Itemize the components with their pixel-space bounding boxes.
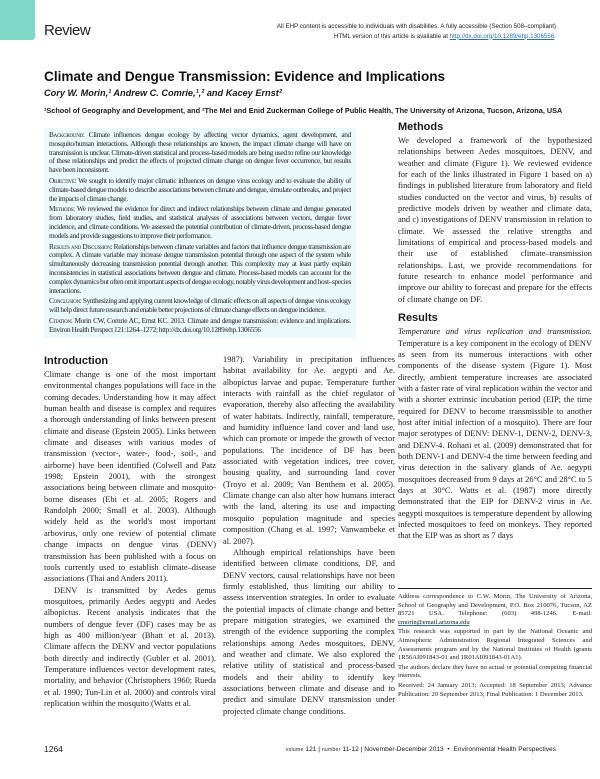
abstract-methods: Methods: We reviewed the evidence for direct and indirect relationships between climate and dengue generated from laboratory studies, field studies, and statistical analyses of associations between vectors, dengue fever incidence, and climate conditions. We assessed the potential contribution of climate-driven, process-based dengue models and provide suggestions to improve their performance. [49,204,351,240]
competing-interests-note: The authors declare they have no actual or potential competing financial interests. [398,663,592,680]
third-column [398,120,592,585]
page-number: 1264 [44,744,63,754]
abstract-citation: Citation: Morin CW, Comrie AC, Ernst KC. 2013. Climate and dengue transmission: evidence and implications. Environ Health Perspect 121:1264–1272; http://dx.doi.org/10.1289/ehp.1306556 [49,315,351,334]
introduction-heading: Introduction [44,355,109,367]
paragraph: Temperature and virus replication and transmission. Temperature is a key component in the ecology of DENV as seen from its numerous interactions with other components of the disease system (Figure 1). Most directly, ambient temperature increases are associated with a faster rate of viral replication within the vector and with a shorter extrinsic incubation period (EIP; the time required for DENV to become transmissible to another host after initial infection of a mosquito). There are four major serotypes of DENV: DENV-1, DENV-2, DENV-3, and DENV-4. Rohani et al. (2009) demonstrated that for both DENV-1 and DENV-4 the time between feeding and virus detection in the salivary glands of Ae. aegypti mosquitoes decreased from 9 days at 26°C and 28°C to 5 days at 30°C. Watts et al. (1987) more directly demonstrated that the EIP for DENV-2 virus in Ae. aegypti mosquitoes is temperature dependent by allowing infected mosquitoes to feed on monkeys. They reported that the EIP was as short as 7 days [398,327,592,541]
second-column [223,354,395,738]
methods-heading: Methods [398,121,444,133]
abstract-objective: Objective: We sought to identify major climatic influences on dengue virus ecology and to evaluate the ability of climate-based dengue models to describe associations between climate and dengue, simulate outbreaks, and project the impacts of climate change. [49,175,351,203]
paragraph: Although empirical relationships have been identified between climate conditions, DF, and DENV vectors, causal relationships have not been firmly established, thus limiting our ability to assess intervention strategies. In order to evaluate the potential impacts of climate change and better prepare mitigation strategies, we examined the strength of the evidence supporting the complex relationships among Aedes mosquitoes, DENV, and weather and climate. We also explored the relative utility of statistical and process-based models and their ability to identify key associations between climate and disease and to predict and simulate DENV transmission under projected climate change conditions. [223,547,395,716]
paragraph: DENV is transmitted by Aedes genus mosquitoes, primarily Aedes aegypti and Aedes albopictus. Recent analysis indicates that the numbers of dengue fever (DF) cases may be as high as 400 million/year (Bhatt et al. 2013). Climate affects the DENV and vector populations both directly and indirectly (Gubler et al. 2001). Temperature influences vector development rates, mortality, and behavior (Christophers 1960; Rueda et al. 1990; Tun-Lin et al. 2000) and controls viral replication within the mosquito (Watts et al. [44,585,216,708]
correspondence-note: Address correspondence to C.W. Morin, The University of Arizona, School of Geography and Development, P.O. Box 210076, Tucson, AZ 85721 USA. Telephone: (603) 498-1246. E-mail: cmorin@email.arizona.edu [398,593,592,626]
results-heading: Results [398,312,438,325]
affiliation: ¹School of Geography and Development, and ²The Mel and Enid Zuckerman College of Public Health, The University of Arizona, Tucson, Arizona, USA [44,106,563,115]
paragraph: 1987). Variability in precipitation influences habitat availability for Ae. aegypti and Ae. albopictus larvae and pupae. Temperature further interacts with rainfall as the chief regulator of evaporation, thereby also affecting the availability of water habitats. Indirectly, rainfall, temperature, and humidity influence land cover and land use, which can promote or impede the growth of vector populations. The incidence of DF has been associated with vegetation indices, tree cover, housing quality, and surrounding land cover (Troyo et al. 2009; Van Benthem et al. 2005). Climate change can also alter how humans interact with the land, altering its use and impacting mosquito population magnitude and species composition (Chang et al. 1997; Vanwambeke et al. 2007). [223,355,395,546]
accessibility-note: All EHP content is accessible to individuals with disabilities. A fully accessible (Section 508–compliant) HTML version of this article is available at http://dx.doi.org/10.1289/ehp.1306556. [276,23,556,40]
abstract-box [44,128,356,338]
authors: Cory W. Morin,¹ Andrew C. Comrie,¹,² and Kacey Ernst² [44,88,282,98]
dates-note: Received: 24 January 2013; Accepted: 18 September 2013; Advance Publication: 20 September 2013; Final Publication: 1 December 2013. [398,681,592,698]
footnotes [398,593,592,700]
email-link[interactable]: cmorin@email.arizona.edu [398,618,470,626]
paragraph: We developed a framework of the hypothesized relationships between Aedes mosquitoes, DENV, and weather and climate (Figure 1). We reviewed evidence for each of the links illustrated in Figure 1 based on a) findings in published literature from laboratory and field studies conducted on the vector and virus, b) results of predictive models driven by weather and climate data, and c) investigations of DENV transmission in relation to climate. We assessed the relative strengths and limitations of empirical and process-based models and their use of established climate–transmission relationships. Last, we provide recommendations for future research to enhance model performance and improve our ability to forecast and prepare for the effects of climate change on DF. [398,136,592,304]
funding-note: This research was supported in part by the National Oceanic and Atmospheric Administration Regional Integrated Sciences and Assessments program and by the National Institutes of Health (grants 1R56AI091843-01 and 1R01AI091843-01A1). [398,628,592,662]
section-color-tab [0,0,35,40]
article-title: Climate and Dengue Transmission: Evidence and Implications [44,69,446,84]
issue-info: volume 121 | number 11-12 | November-December 2013 • Environmental Health Perspectives [285,746,556,753]
introduction-column [44,354,216,738]
section-label: Review [44,22,91,39]
paragraph: Climate change is one of the most important environmental changes populations will face in the coming decades. Understanding how it may affect human health and disease is complex and requires a thorough understanding of links between present climate and disease (Epstein 2005). Links between climate and diseases with various modes of transmission (vector-, water-, food-, soil-, and airborne) have been identified (Colwell and Patz 1998; Epstein 2001), with the strongest associations being between climate and mosquito-borne diseases (Ebi et al. 2005; Rogers and Randolph 2000; Small et al. 2003). Although widely held as the world's most important arbovirus, only one review of potential climate change impacts on dengue virus (DENV) transmission has been published with a focus on tools currently used to establish climate–disease associations (Thai and Anders 2011). [44,370,216,584]
abstract-conclusion: Conclusion: Synthesizing and applying current knowledge of climatic effects on all aspects of dengue virus ecology will help direct future research and enable better projections of climate change effects on dengue incidence. [49,296,351,315]
footnote-divider [398,588,592,589]
abstract-results: Results and Discussion: Relationships between climate variables and factors that influence dengue transmission are complex. A climate variable may increase dengue transmission potential through one aspect of the system while simultaneously decreasing transmission potential through another. This complexity may at least partly explain inconsistencies in statistical associations between dengue and climate. Process-based models can account for the complex dynamics but often omit important aspects of dengue ecology, notably virus development and host–species interactions. [49,241,351,295]
doi-link[interactable]: http://dx.doi.org/10.1289/ehp.1306556 [449,32,555,40]
abstract-background: Background: Climate influences dengue ecology by affecting vector dynamics, agent development, and mosquito/human interactions. Although these relationships are known, the impact climate change will have on transmission is unclear. Climate-driven statistical and process-based models are being used to refine our knowledge of these relationships and predict the effects of projected climate change on dengue fever occurrence, but results have been inconsistent. [49,130,351,175]
